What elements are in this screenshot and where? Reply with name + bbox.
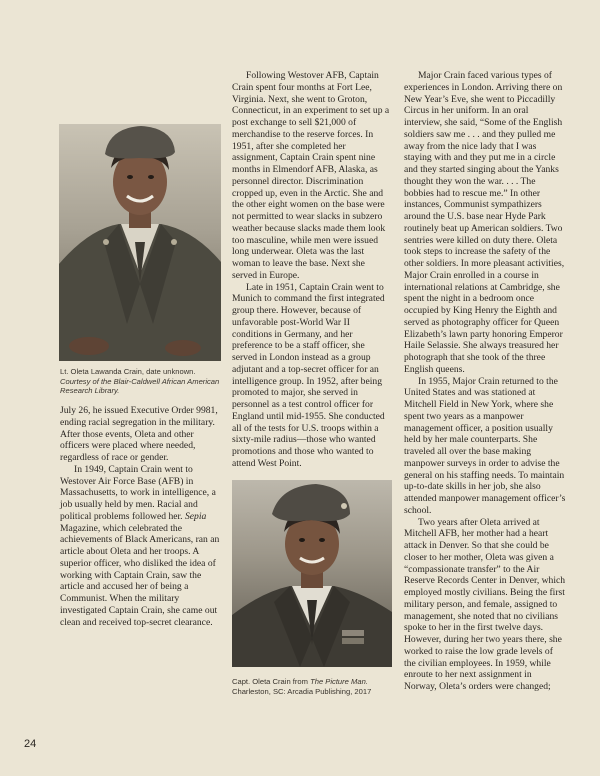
middle-text-column [232,70,392,470]
portrait-photo-lieutenant [59,124,221,361]
right-paragraph-2: In 1955, Major Crain returned to the United States and was stationed at Mitchell Field in New York, where she spent two years as a manpower management officer, a position usually held by her male counterparts. She traveled all over the base making manpower surveys in order to advise the general on his staffing needs. To maintain up-to-date skills in her job, she also attended manpower management officer’s school. [404,375,566,516]
sepia-magazine-title: Sepia [184,510,207,522]
portrait-photo-captain [232,480,392,667]
left-paragraph-2-text: In 1949, Captain Crain went to Westover Air Force Base (AFB) in Massachusetts, to work in intelligence, a job usually held by men. Racial and political problems followed her. [60,463,216,522]
page-number: 24 [24,738,37,750]
photo1-caption-text: Lt. Oleta Lawanda Crain, date unknown. [60,367,196,376]
right-paragraph-3: Two years after Oleta arrived at Mitchell AFB, her mother had a heart attack in Denver. So that she could be closer to her mother, Oleta was given a “compassionate transfer” to the Air Reserve Records Center in Denver, which employed mostly civilians. Being the first military person, and female, assigned to management, she noted that no civilians spoke to her in the first twelve days. However, during her two years there, she worked to raise the low grade levels of the civilian employees. In 1959, while enroute to her next assignment in Norway, Oleta’s orders were changed; [404,516,566,692]
right-paragraph-1: Major Crain faced various types of experiences in London. Arriving there on New Year’s Eve, she went to Piccadilly Circus in her uniform. In an oral interview, she said, “Some of the English soldiers saw me . . . and they pulled me away from the nice lady that I was staying with and they put me in a circle and they started singing about the Yanks thought they won the war. . . . The bobbies had to rescue me.” In other instances, Communist sympathizers around the U.S. base near Hyde Park routinely beat up American soldiers. Two sentries were killed on duty there. Oleta took steps to increase the safety of the other soldiers. In more pleasant activities, Major Crain enrolled in a course in international relations at Cambridge, she spent the night in a bedroom once occupied by King Henry the Eighth and served as photography officer for Queen Elizabeth’s lawn party honoring Emperor Haile Selassie. She always treasured her photograph that she took of the three English queens. [404,70,565,375]
photo2-caption-pre: Capt. Oleta Crain from [232,677,311,686]
portrait-illustration [232,480,392,667]
photo1-caption [60,367,220,396]
portrait-illustration [59,124,221,361]
left-paragraph-1: July 26, he issued Executive Order 9981, ending racial segregation in the military. After those events, Oleta and other officers were placed where needed, regardless of race or gender. [60,405,218,463]
photo2-caption [232,677,392,696]
left-paragraph-2-rest: Magazine, which celebrated the achievements of Black Americans, ran an article about Oleta and her troops. A superior officer, who disliked the idea of working with Captain Crain, saw the article and accused her of being a Communist. When the military investigated Captain Crain, she came out clean and received top-secret clearance. [60,522,220,628]
middle-paragraph-2: Late in 1951, Captain Crain went to Munich to command the first integrated group there. However, because of unfavorable post-World War II conditions in Germany, and her preference to be a staff officer, she served in London instead as a group adjutant and a top-secret officer for an intelligence group. In 1952, after being promoted to major, she served in personnel as a test control officer for England until mid-1955. She conducted all of the tests for U.S. troops within a sixty-mile radius—those who wanted promotions and those who wanted to attend West Point. [232,281,385,469]
photo2-caption-title: The Picture Man. [310,677,368,686]
middle-paragraph-1: Following Westover AFB, Captain Crain spent four months at Fort Lee, Virginia. Next, she went to Groton, Connecticut, in an experiment to set up a post exchange to sell $21,000 of merchandise to the reserve forces. In 1951, after she completed her assignment, Captain Crain spent nine months in Elmendorf AFB, Alaska, as personnel director. Discrimination cropped up, even in the Arctic. She and the other eight women on the base were not permitted to wear slacks in subzero weather because slacks made them look too masculine, while men were issued long underwear. Oleta was the last woman to leave the base. Next she served in Europe. [232,70,390,281]
left-text-column [60,405,220,628]
photo1-caption-credit: Courtesy of the Blair-Caldwell African American Research Library. [60,376,220,396]
left-paragraph-2 [60,464,220,629]
right-text-column [404,70,566,693]
photo2-caption-post: Charleston, SC: Arcadia Publishing, 2017 [232,686,372,696]
